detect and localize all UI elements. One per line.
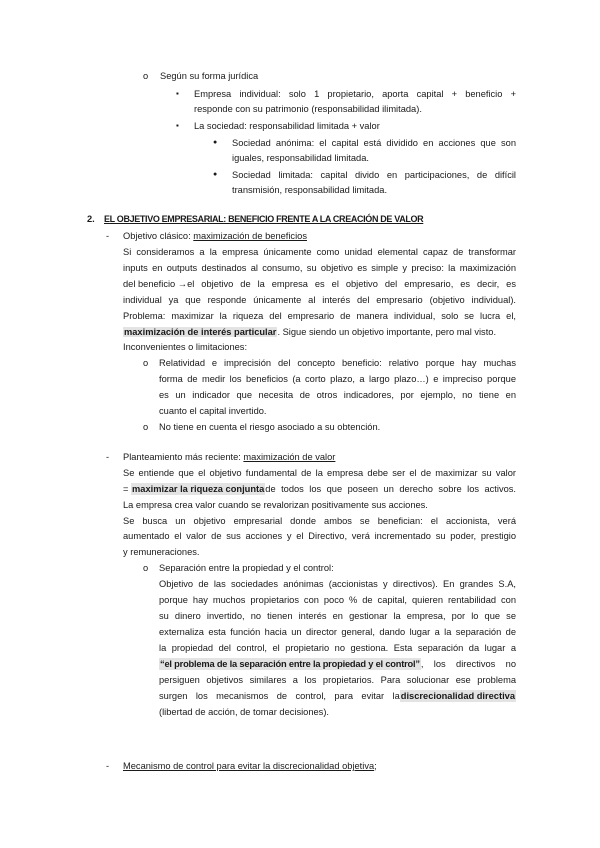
clasico-p6	[123, 326, 496, 338]
separacion-line-7: persiguen objetivos similares a los propietarios. Para solucionar ese problema	[159, 675, 516, 685]
valor-p3: La empresa crea valor cuando se revalorizan positivamente sus acciones.	[123, 500, 428, 510]
circle-bullet: o	[143, 358, 149, 368]
sociedad-line: La sociedad: responsabilidad limitada + valor	[194, 121, 380, 131]
problema-separacion-highlight: “el problema de la separación entre la propiedad y el control”	[160, 659, 420, 669]
separacion-line-2: porque hay muchos propietarios con poco % de capital, quieren rentabilidad con	[159, 595, 516, 605]
separacion-line-9: (libertad de acción, de tomar decisiones).	[159, 707, 330, 717]
dash-bullet: -	[106, 761, 110, 771]
clasico-p5: Problema: maximizar la riqueza del empresario de manera individual, solo se lucra el,	[123, 311, 516, 321]
clasico-p4: individual ya que responde únicamente al interés del empresario (objetivo individual).	[123, 295, 516, 305]
clasico-label	[123, 230, 307, 242]
arrow-icon: →	[177, 279, 188, 289]
square-bullet: ▪	[176, 89, 179, 98]
separacion-line-8-a: surgen los mecanismos de control, para evitar la	[159, 691, 400, 701]
riqueza-conjunta-highlight: maximizar la riqueza conjunta	[132, 484, 265, 494]
valor-p2	[123, 483, 516, 495]
lim1-line-4: cuanto el capital invertido.	[159, 406, 267, 416]
lim1-line-3: es un indicador que necesita de otros indicadores, por ejemplo, no tiene en	[159, 390, 516, 400]
separacion-line-6	[159, 658, 516, 670]
clasico-p6-rest: . Sigue siendo un objetivo importante, pero mal visto.	[277, 327, 497, 337]
limitada-line-1: Sociedad limitada: capital divido en participaciones, de difícil	[232, 170, 516, 180]
circle-bullet: o	[143, 422, 149, 432]
clasico-label-text: Objetivo clásico:	[123, 231, 194, 241]
valor-p1: Se entiende que el objetivo fundamental de la empresa debe ser el de maximizar su valor	[123, 468, 516, 478]
valor-p5: aumentado el valor de sus acciones y el Directivo, verá incrementado su poder, prestigio	[123, 531, 516, 541]
separacion-line-1: Objetivo de las sociedades anónimas (accionistas y directivos). En grandes S.A,	[159, 579, 516, 589]
individual-line-2: responde con su patrimonio (responsabilidad ilimitada).	[194, 104, 422, 114]
valor-label-text: Planteamiento más reciente:	[123, 452, 244, 462]
clasico-p3-a: del beneficio	[123, 279, 178, 289]
section-number: 2.	[87, 214, 95, 224]
section-heading: EL OBJETIVO EMPRESARIAL: BENEFICIO FRENTE A LA CREACIÓN DE VALOR	[104, 214, 424, 224]
valor-p2-a: =	[123, 484, 132, 494]
valor-p2-b: de todos los que poseen un derecho sobre los activos.	[265, 484, 516, 494]
discrecionalidad-highlight: discrecionalidad directiva	[400, 691, 515, 701]
clasico-p3-b: el objetivo de la empresa es el objetivo del empresario, es decir, es	[187, 279, 516, 289]
interes-particular-highlight: maximización de interés particular	[124, 327, 277, 337]
clasico-p3	[123, 278, 516, 290]
dash-bullet: -	[106, 452, 110, 462]
individual-line-1: Empresa individual: solo 1 propietario, aporta capital + beneficio +	[194, 89, 516, 99]
clasico-label-underlined: maximización de beneficios	[193, 231, 307, 241]
separacion-line-5: la propiedad del control, el propietario no gestiona. Esta separación da lugar a	[159, 643, 516, 653]
juridica-title: Según su forma jurídica	[160, 71, 259, 81]
clasico-p7: Inconvenientes o limitaciones:	[123, 342, 248, 352]
valor-p6: y remuneraciones.	[123, 547, 200, 557]
anonima-line-1: Sociedad anónima: el capital está dividido en acciones que son	[232, 138, 516, 148]
separacion-line-3: su dinero invertido, no tienen interés en gestionar la empresa, por lo que se	[159, 611, 516, 621]
clasico-p1: Si consideramos a la empresa únicamente como unidad elemental capaz de transformar	[123, 247, 516, 257]
anonima-line-2: iguales, responsabilidad limitada.	[232, 153, 369, 163]
circle-bullet: o	[143, 71, 149, 81]
square-bullet: ▪	[176, 121, 179, 130]
valor-p4: Se busca un objetivo empresarial donde ambos se benefician: el accionista, verá	[123, 516, 516, 526]
lim1-line-1: Relatividad e imprecisión del concepto beneficio: relativo porque hay muchas	[159, 358, 516, 368]
separacion-title: Separación entre la propiedad y el control:	[159, 563, 334, 573]
mecanismo-line	[123, 760, 377, 772]
separacion-line-6-rest: , los directivos no	[420, 659, 516, 669]
limitada-line-2: transmisión, responsabilidad limitada.	[232, 185, 388, 195]
dot-bullet: ●	[213, 139, 218, 146]
mecanismo-label-underlined: Mecanismo de control para evitar la discrecionalidad objetiva	[123, 761, 375, 771]
separacion-line-4: externaliza esta función hacia un director general, dando lugar a la separación de	[159, 627, 516, 637]
lim1-line-2: forma de medir los beneficios (a corto plazo, a largo plazo…) e impreciso porque	[159, 374, 516, 384]
valor-label	[123, 451, 335, 463]
valor-label-underlined: maximización de valor	[243, 452, 336, 462]
separacion-line-8	[159, 690, 516, 702]
dash-bullet: -	[106, 231, 110, 241]
clasico-p2: inputs en outputs destinados al consumo, su objetivo es simple y preciso: la maximización	[123, 263, 516, 273]
dot-bullet: ●	[213, 171, 218, 178]
lim2-line: No tiene en cuenta el riesgo asociado a su obtención.	[159, 422, 381, 432]
mecanismo-tail: ;	[374, 761, 377, 771]
circle-bullet: o	[143, 563, 149, 573]
